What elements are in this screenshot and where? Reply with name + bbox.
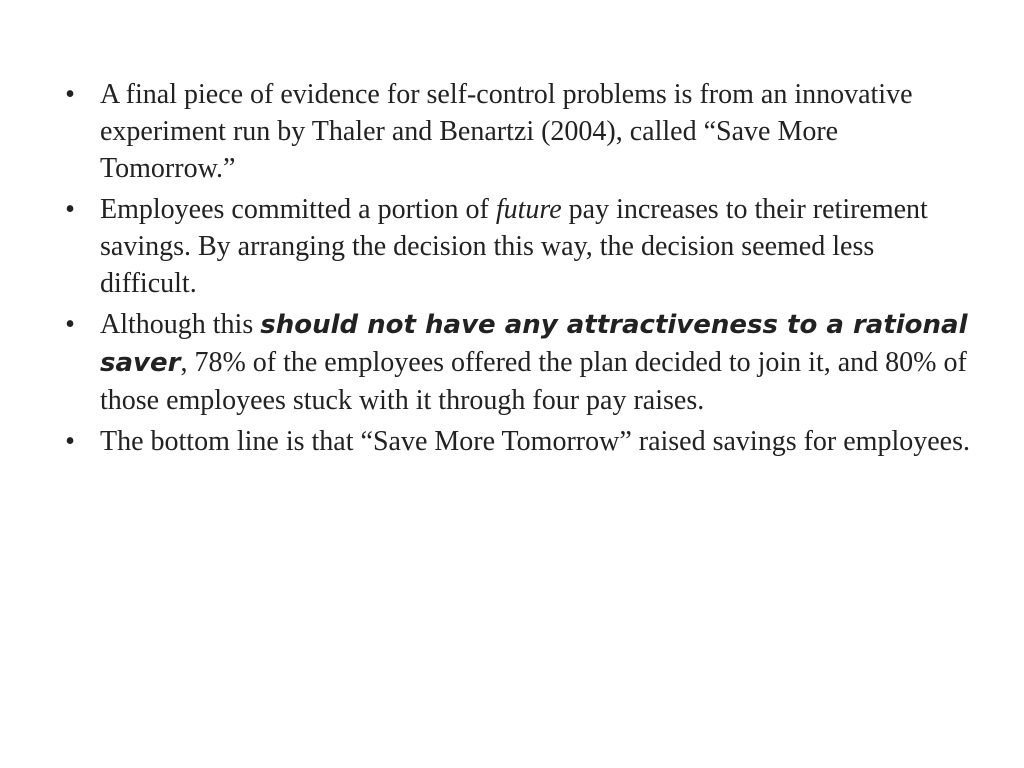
bullet-item-4 [60,423,970,460]
bullet-text-after: pay increases to their retirement savings. By arranging the decision this way, the decision seemed less difficult. [100,194,928,299]
bullet-marker: • [65,194,75,225]
bullet-text: The bottom line is that “Save More Tomorrow” raised savings for employees. [100,426,970,457]
bullet-emphasis-rational-saver: should not have any attractiveness to a rational saver [100,310,968,378]
bullet-marker: • [65,309,75,340]
bullet-item-2 [60,191,970,302]
bullet-emphasis-future: future [495,194,562,225]
bullet-list [60,76,970,464]
bullet-text-after: , 78% of the employees offered the plan decided to join it, and 80% of those employees stuck with it through four pay raises. [100,347,967,416]
bullet-text: A final piece of evidence for self-control problems is from an innovative experiment run by Thaler and Benartzi (2004), called “Save More Tomorrow.” [100,79,913,184]
bullet-text-before: Although this [100,309,261,340]
bullet-text-before: Employees committed a portion of [100,194,496,225]
bullet-item-1 [60,76,970,187]
bullet-item-3 [60,306,970,419]
bullet-marker: • [65,426,75,457]
bullet-marker: • [65,79,75,110]
